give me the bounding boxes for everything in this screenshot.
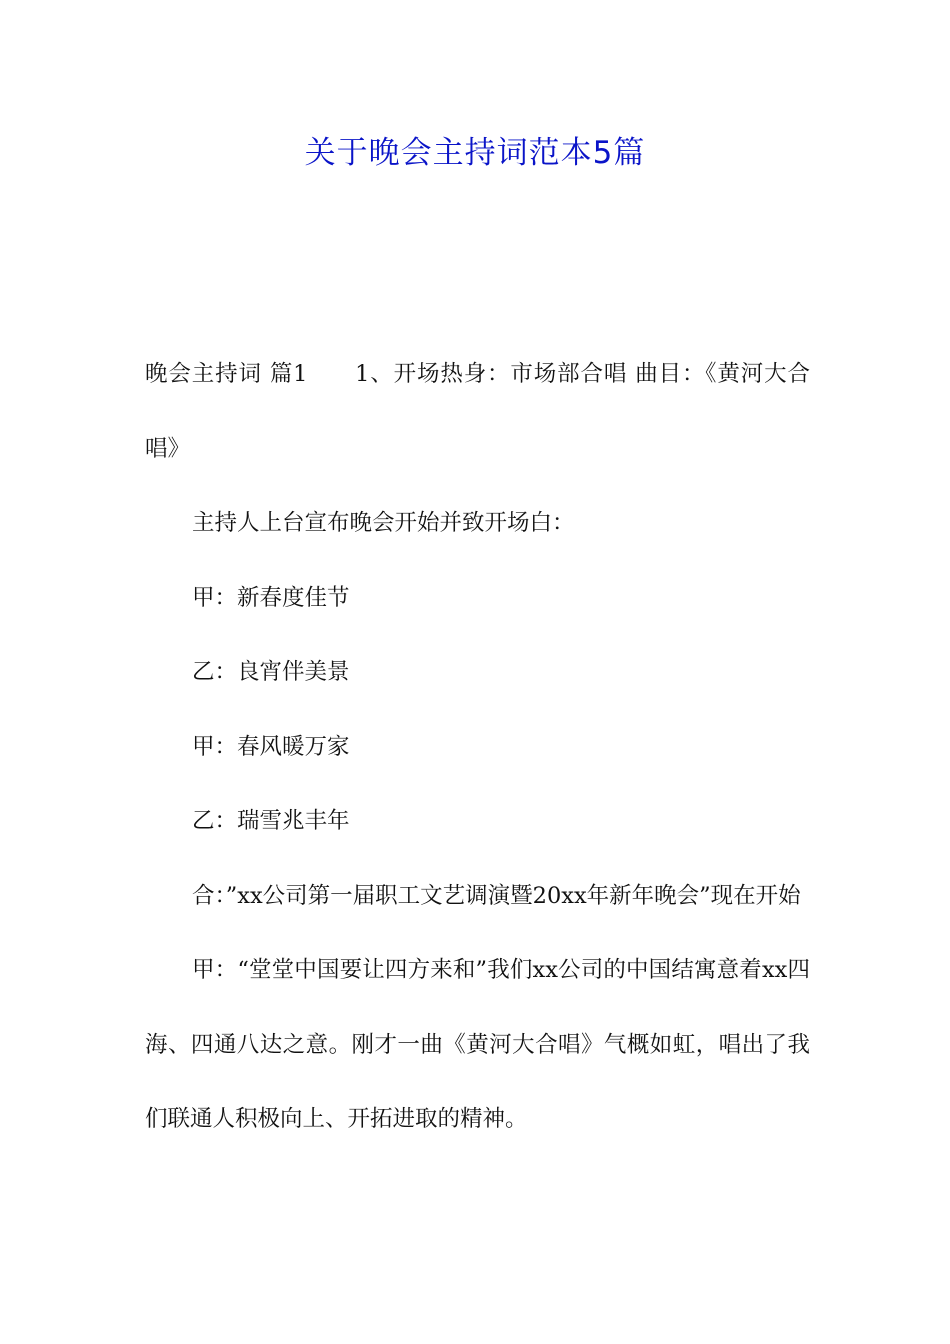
dialogue-line: 合：”xx公司第一届职工文艺调演暨20xx年新年晚会”现在开始 <box>192 882 801 909</box>
section-heading-paragraph: 晚会主持词 篇1 1、开场热身：市场部合唱 曲目：《黄河大合唱》 <box>145 361 810 462</box>
dialogue-line: 乙：瑞雪兆丰年 <box>192 808 350 834</box>
paragraph: 主持人上台宣布晚会开始并致开场白： <box>192 510 575 536</box>
dialogue-line: 甲：“堂堂中国要让四方来和”我们xx公司的中国结寓意着xx四海、四通八达之意。刚才一曲《黄河大合唱》气概如虹，唱出了我们联通人积极向上、开拓进取的精神。 <box>145 957 810 1132</box>
document-body <box>145 337 810 1157</box>
dialogue-line: 乙：良宵伴美景 <box>192 659 350 685</box>
dialogue-line: 甲：新春度佳节 <box>192 584 350 611</box>
dialogue-line: 甲：春风暖万家 <box>192 733 350 760</box>
document-title: 关于晚会主持词范本5篇 <box>304 135 646 171</box>
